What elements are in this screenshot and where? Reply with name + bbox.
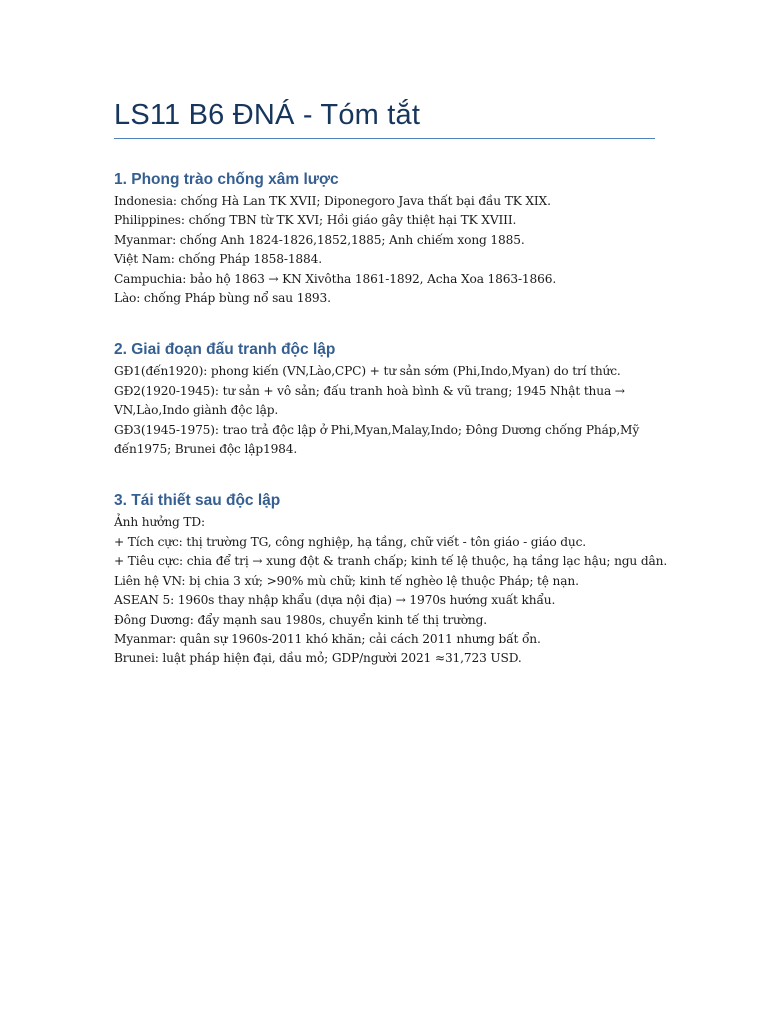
- text-line: Liên hệ VN: bị chia 3 xứ; >90% mù chữ; kinh tế nghèo lệ thuộc Pháp; tệ nạn.: [114, 573, 579, 588]
- document-title: LS11 B6 ĐNÁ - Tóm tắt: [114, 99, 421, 131]
- section-body: [114, 513, 668, 668]
- text-line: VN,Lào,Indo giành độc lập.: [114, 403, 279, 418]
- title-underline: [114, 138, 655, 139]
- document-page: [114, 0, 668, 669]
- text-line: Đông Dương: đẩy mạnh sau 1980s, chuyển kinh tế thị trường.: [114, 612, 487, 627]
- text-line: GĐ2(1920-1945): tư sản + vô sản; đấu tranh hoà bình & vũ trang; 1945 Nhật thua →: [114, 383, 625, 398]
- text-line: GĐ3(1945-1975): trao trả độc lập ở Phi,Myan,Malay,Indo; Đông Dương chống Pháp,Mỹ: [114, 422, 640, 437]
- text-line: Việt Nam: chống Pháp 1858-1884.: [114, 252, 322, 267]
- section-resistance: [114, 169, 655, 308]
- text-line: đến1975; Brunei độc lập1984.: [114, 442, 298, 457]
- text-line: Brunei: luật pháp hiện đại, dầu mỏ; GDP/người 2021 ≈31,723 USD.: [114, 651, 522, 666]
- text-line: Ảnh hưởng TD:: [114, 515, 205, 530]
- text-line: Campuchia: bảo hộ 1863 → KN Xivôtha 1861-1892, Acha Xoa 1863-1866.: [114, 271, 557, 286]
- section-reconstruction: [114, 490, 668, 668]
- text-line: Myanmar: quân sự 1960s-2011 khó khăn; cải cách 2011 nhưng bất ổn.: [114, 631, 541, 646]
- text-line: + Tiêu cực: chia để trị → xung đột & tranh chấp; kinh tế lệ thuộc, hạ tầng lạc hậu; ngu dân.: [114, 554, 668, 569]
- section-body: [114, 192, 655, 308]
- text-line: ASEAN 5: 1960s thay nhập khẩu (dựa nội địa) → 1970s hướng xuất khẩu.: [114, 593, 556, 608]
- text-line: Indonesia: chống Hà Lan TK XVII; Diponegoro Java thất bại đầu TK XIX.: [114, 194, 551, 208]
- text-line: + Tích cực: thị trường TG, công nghiệp, hạ tầng, chữ viết - tôn giáo - giáo dục.: [114, 534, 586, 549]
- section-independence-struggle: [114, 339, 655, 459]
- text-line: Philippines: chống TBN từ TK XVI; Hồi giáo gây thiệt hại TK XVIII.: [114, 213, 517, 228]
- text-line: Lào: chống Pháp bùng nổ sau 1893.: [114, 291, 331, 306]
- section-heading: 3. Tái thiết sau độc lập: [114, 492, 281, 510]
- section-heading: 2. Giai đoạn đấu tranh độc lập: [114, 341, 336, 359]
- text-line: GĐ1(đến1920): phong kiến (VN,Lào,CPC) + tư sản sớm (Phi,Indo,Myan) do trí thức.: [114, 364, 621, 379]
- section-heading: 1. Phong trào chống xâm lược: [114, 171, 339, 188]
- text-line: Myanmar: chống Anh 1824-1826,1852,1885; Anh chiếm xong 1885.: [114, 232, 525, 247]
- section-body: [114, 362, 655, 459]
